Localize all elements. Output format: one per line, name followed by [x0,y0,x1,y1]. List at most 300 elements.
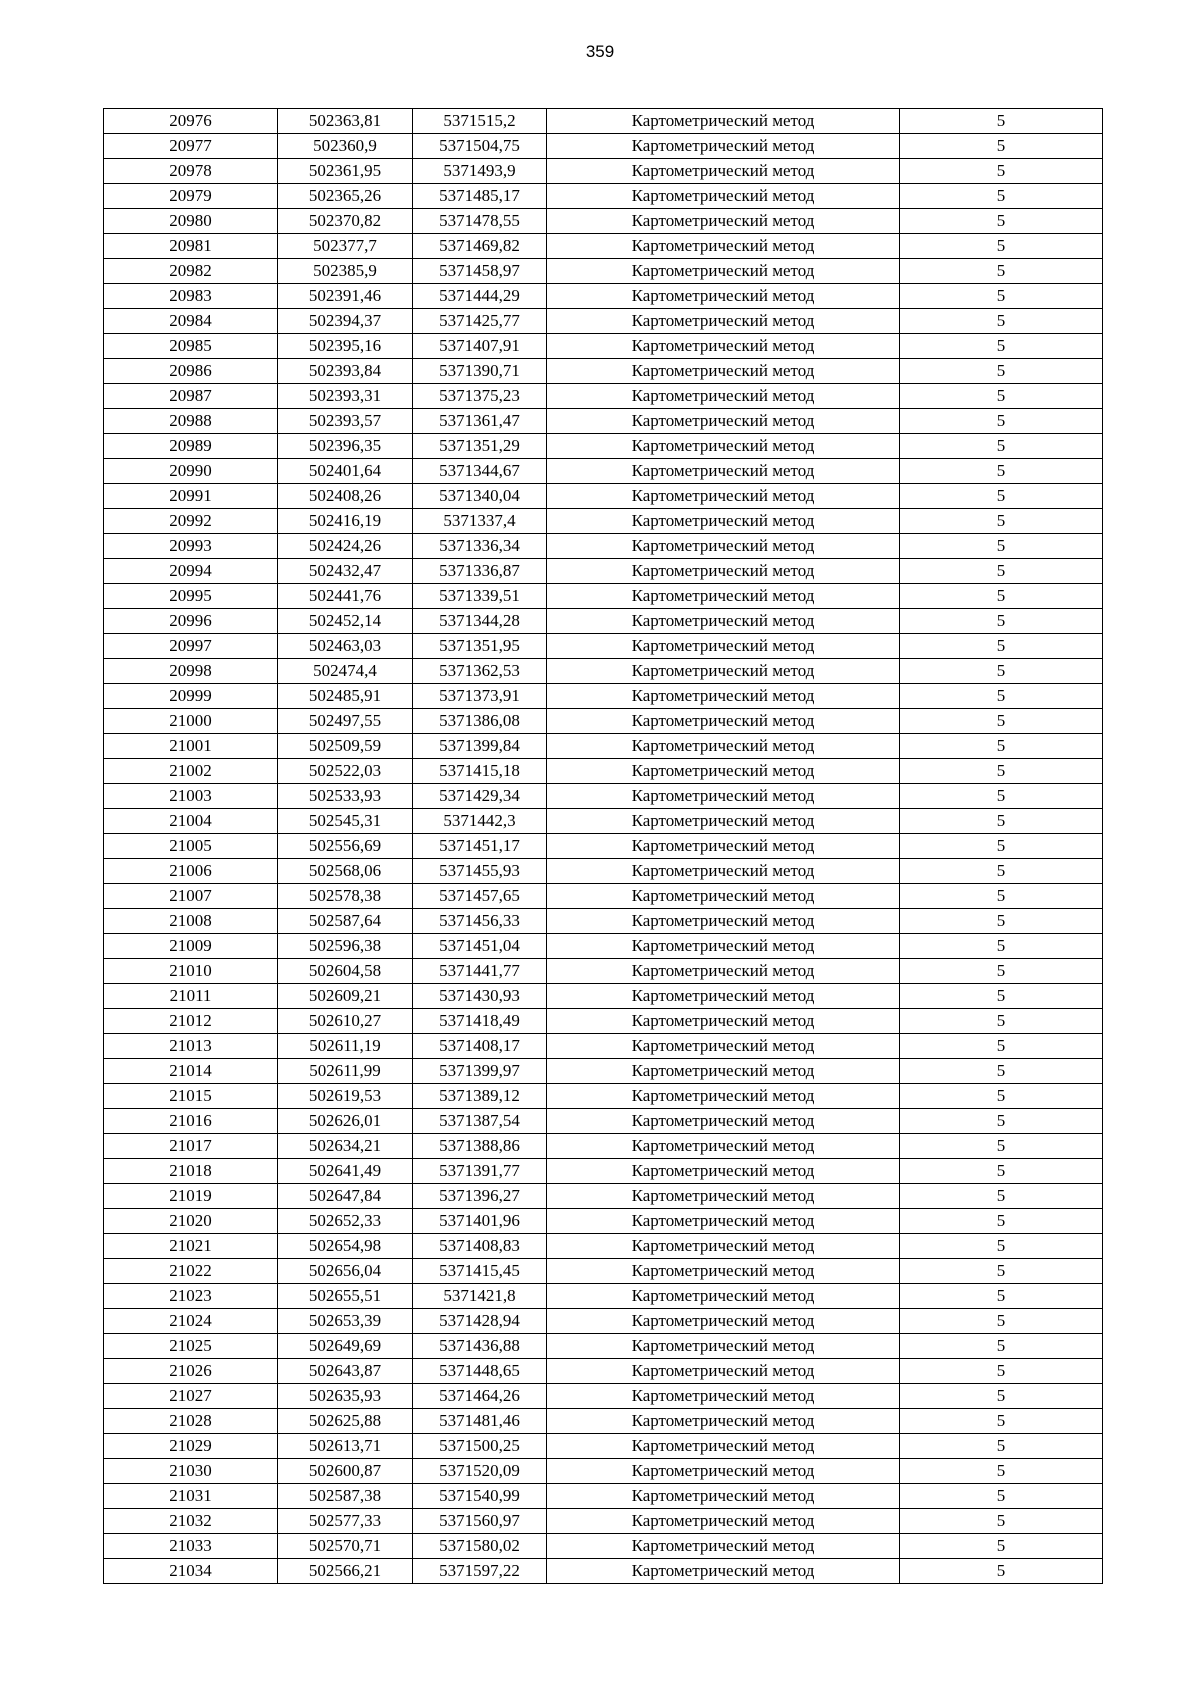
method-cell: Картометрический метод [547,434,900,459]
method-cell: Картометрический метод [547,734,900,759]
method-cell: Картометрический метод [547,184,900,209]
table-row [104,984,1103,1009]
method-cell: Картометрический метод [547,809,900,834]
y-coordinate-cell: 5371457,65 [413,884,547,909]
y-coordinate-cell: 5371390,71 [413,359,547,384]
accuracy-cell: 5 [900,284,1103,309]
accuracy-cell: 5 [900,759,1103,784]
accuracy-cell: 5 [900,459,1103,484]
point-number-cell: 20976 [104,109,278,134]
method-cell: Картометрический метод [547,709,900,734]
x-coordinate-cell: 502649,69 [278,1334,413,1359]
table-row [104,484,1103,509]
x-coordinate-cell: 502463,03 [278,634,413,659]
point-number-cell: 20980 [104,209,278,234]
method-cell: Картометрический метод [547,759,900,784]
method-cell: Картометрический метод [547,1134,900,1159]
table-row [104,659,1103,684]
x-coordinate-cell: 502395,16 [278,334,413,359]
method-cell: Картометрический метод [547,1334,900,1359]
accuracy-cell: 5 [900,1309,1103,1334]
x-coordinate-cell: 502596,38 [278,934,413,959]
point-number-cell: 21002 [104,759,278,784]
method-cell: Картометрический метод [547,1534,900,1559]
x-coordinate-cell: 502485,91 [278,684,413,709]
point-number-cell: 21013 [104,1034,278,1059]
accuracy-cell: 5 [900,1259,1103,1284]
method-cell: Картометрический метод [547,534,900,559]
method-cell: Картометрический метод [547,684,900,709]
method-cell: Картометрический метод [547,384,900,409]
x-coordinate-cell: 502441,76 [278,584,413,609]
accuracy-cell: 5 [900,1209,1103,1234]
method-cell: Картометрический метод [547,1009,900,1034]
point-number-cell: 21001 [104,734,278,759]
y-coordinate-cell: 5371351,29 [413,434,547,459]
point-number-cell: 20979 [104,184,278,209]
point-number-cell: 20983 [104,284,278,309]
x-coordinate-cell: 502401,64 [278,459,413,484]
accuracy-cell: 5 [900,934,1103,959]
method-cell: Картометрический метод [547,1559,900,1584]
table-row [104,1184,1103,1209]
y-coordinate-cell: 5371485,17 [413,184,547,209]
method-cell: Картометрический метод [547,1309,900,1334]
accuracy-cell: 5 [900,859,1103,884]
y-coordinate-cell: 5371481,46 [413,1409,547,1434]
x-coordinate-cell: 502609,21 [278,984,413,1009]
x-coordinate-cell: 502577,33 [278,1509,413,1534]
method-cell: Картометрический метод [547,1184,900,1209]
x-coordinate-cell: 502416,19 [278,509,413,534]
accuracy-cell: 5 [900,309,1103,334]
method-cell: Картометрический метод [547,1234,900,1259]
table-row [104,909,1103,934]
method-cell: Картометрический метод [547,659,900,684]
accuracy-cell: 5 [900,834,1103,859]
method-cell: Картометрический метод [547,609,900,634]
accuracy-cell: 5 [900,234,1103,259]
x-coordinate-cell: 502363,81 [278,109,413,134]
point-number-cell: 21027 [104,1384,278,1409]
accuracy-cell: 5 [900,509,1103,534]
accuracy-cell: 5 [900,1034,1103,1059]
table-row [104,734,1103,759]
y-coordinate-cell: 5371344,28 [413,609,547,634]
y-coordinate-cell: 5371415,18 [413,759,547,784]
x-coordinate-cell: 502625,88 [278,1409,413,1434]
x-coordinate-cell: 502545,31 [278,809,413,834]
accuracy-cell: 5 [900,584,1103,609]
point-number-cell: 21010 [104,959,278,984]
method-cell: Картометрический метод [547,584,900,609]
point-number-cell: 21004 [104,809,278,834]
accuracy-cell: 5 [900,384,1103,409]
accuracy-cell: 5 [900,1084,1103,1109]
method-cell: Картометрический метод [547,1084,900,1109]
point-number-cell: 21003 [104,784,278,809]
y-coordinate-cell: 5371389,12 [413,1084,547,1109]
y-coordinate-cell: 5371580,02 [413,1534,547,1559]
table-row [104,784,1103,809]
y-coordinate-cell: 5371478,55 [413,209,547,234]
accuracy-cell: 5 [900,1334,1103,1359]
y-coordinate-cell: 5371540,99 [413,1484,547,1509]
point-number-cell: 21023 [104,1284,278,1309]
x-coordinate-cell: 502393,31 [278,384,413,409]
accuracy-cell: 5 [900,684,1103,709]
table-row [104,1234,1103,1259]
x-coordinate-cell: 502654,98 [278,1234,413,1259]
point-number-cell: 21018 [104,1159,278,1184]
table-row [104,959,1103,984]
accuracy-cell: 5 [900,984,1103,1009]
y-coordinate-cell: 5371401,96 [413,1209,547,1234]
y-coordinate-cell: 5371451,04 [413,934,547,959]
method-cell: Картометрический метод [547,159,900,184]
method-cell: Картометрический метод [547,334,900,359]
x-coordinate-cell: 502408,26 [278,484,413,509]
accuracy-cell: 5 [900,184,1103,209]
x-coordinate-cell: 502610,27 [278,1009,413,1034]
y-coordinate-cell: 5371351,95 [413,634,547,659]
table-row [104,509,1103,534]
point-number-cell: 20982 [104,259,278,284]
x-coordinate-cell: 502652,33 [278,1209,413,1234]
table-row [104,859,1103,884]
accuracy-cell: 5 [900,1409,1103,1434]
table-row [104,1509,1103,1534]
accuracy-cell: 5 [900,1134,1103,1159]
method-cell: Картометрический метод [547,559,900,584]
method-cell: Картометрический метод [547,1434,900,1459]
y-coordinate-cell: 5371418,49 [413,1009,547,1034]
point-number-cell: 20978 [104,159,278,184]
y-coordinate-cell: 5371597,22 [413,1559,547,1584]
accuracy-cell: 5 [900,359,1103,384]
x-coordinate-cell: 502394,37 [278,309,413,334]
y-coordinate-cell: 5371339,51 [413,584,547,609]
y-coordinate-cell: 5371451,17 [413,834,547,859]
accuracy-cell: 5 [900,1484,1103,1509]
accuracy-cell: 5 [900,1534,1103,1559]
point-number-cell: 21012 [104,1009,278,1034]
point-number-cell: 21028 [104,1409,278,1434]
method-cell: Картометрический метод [547,234,900,259]
method-cell: Картометрический метод [547,634,900,659]
y-coordinate-cell: 5371386,08 [413,709,547,734]
accuracy-cell: 5 [900,1159,1103,1184]
table-row [104,1134,1103,1159]
accuracy-cell: 5 [900,959,1103,984]
x-coordinate-cell: 502568,06 [278,859,413,884]
accuracy-cell: 5 [900,159,1103,184]
method-cell: Картометрический метод [547,859,900,884]
table-row [104,1309,1103,1334]
accuracy-cell: 5 [900,709,1103,734]
table-row [104,709,1103,734]
point-number-cell: 21031 [104,1484,278,1509]
point-number-cell: 20995 [104,584,278,609]
point-number-cell: 20985 [104,334,278,359]
table-row [104,309,1103,334]
y-coordinate-cell: 5371421,8 [413,1284,547,1309]
table-row [104,684,1103,709]
point-number-cell: 21020 [104,1209,278,1234]
accuracy-cell: 5 [900,1009,1103,1034]
table-row [104,584,1103,609]
coordinates-table-body [104,109,1103,1584]
table-row [104,934,1103,959]
x-coordinate-cell: 502533,93 [278,784,413,809]
y-coordinate-cell: 5371493,9 [413,159,547,184]
y-coordinate-cell: 5371362,53 [413,659,547,684]
x-coordinate-cell: 502432,47 [278,559,413,584]
accuracy-cell: 5 [900,1059,1103,1084]
point-number-cell: 20998 [104,659,278,684]
point-number-cell: 21029 [104,1434,278,1459]
method-cell: Картометрический метод [547,359,900,384]
x-coordinate-cell: 502641,49 [278,1159,413,1184]
table-row [104,1059,1103,1084]
method-cell: Картометрический метод [547,309,900,334]
table-row [104,1434,1103,1459]
x-coordinate-cell: 502647,84 [278,1184,413,1209]
accuracy-cell: 5 [900,1234,1103,1259]
point-number-cell: 20996 [104,609,278,634]
point-number-cell: 20986 [104,359,278,384]
point-number-cell: 20992 [104,509,278,534]
x-coordinate-cell: 502509,59 [278,734,413,759]
table-row [104,1409,1103,1434]
accuracy-cell: 5 [900,259,1103,284]
y-coordinate-cell: 5371560,97 [413,1509,547,1534]
x-coordinate-cell: 502391,46 [278,284,413,309]
accuracy-cell: 5 [900,434,1103,459]
x-coordinate-cell: 502619,53 [278,1084,413,1109]
accuracy-cell: 5 [900,809,1103,834]
accuracy-cell: 5 [900,1459,1103,1484]
y-coordinate-cell: 5371336,34 [413,534,547,559]
point-number-cell: 21024 [104,1309,278,1334]
y-coordinate-cell: 5371425,77 [413,309,547,334]
table-row [104,1159,1103,1184]
accuracy-cell: 5 [900,1559,1103,1584]
x-coordinate-cell: 502566,21 [278,1559,413,1584]
point-number-cell: 20988 [104,409,278,434]
point-number-cell: 21008 [104,909,278,934]
accuracy-cell: 5 [900,1384,1103,1409]
x-coordinate-cell: 502587,64 [278,909,413,934]
x-coordinate-cell: 502393,57 [278,409,413,434]
accuracy-cell: 5 [900,609,1103,634]
method-cell: Картометрический метод [547,1459,900,1484]
point-number-cell: 20981 [104,234,278,259]
method-cell: Картометрический метод [547,884,900,909]
point-number-cell: 21011 [104,984,278,1009]
y-coordinate-cell: 5371336,87 [413,559,547,584]
accuracy-cell: 5 [900,634,1103,659]
y-coordinate-cell: 5371444,29 [413,284,547,309]
y-coordinate-cell: 5371340,04 [413,484,547,509]
point-number-cell: 21021 [104,1234,278,1259]
accuracy-cell: 5 [900,1284,1103,1309]
method-cell: Картометрический метод [547,1259,900,1284]
table-row [104,609,1103,634]
y-coordinate-cell: 5371399,97 [413,1059,547,1084]
y-coordinate-cell: 5371430,93 [413,984,547,1009]
point-number-cell: 20999 [104,684,278,709]
y-coordinate-cell: 5371387,54 [413,1109,547,1134]
method-cell: Картометрический метод [547,834,900,859]
y-coordinate-cell: 5371361,47 [413,409,547,434]
point-number-cell: 21014 [104,1059,278,1084]
table-row [104,159,1103,184]
method-cell: Картометрический метод [547,409,900,434]
table-row [104,1534,1103,1559]
point-number-cell: 21007 [104,884,278,909]
x-coordinate-cell: 502497,55 [278,709,413,734]
accuracy-cell: 5 [900,409,1103,434]
table-row [104,134,1103,159]
accuracy-cell: 5 [900,659,1103,684]
accuracy-cell: 5 [900,109,1103,134]
point-number-cell: 20987 [104,384,278,409]
y-coordinate-cell: 5371436,88 [413,1334,547,1359]
x-coordinate-cell: 502393,84 [278,359,413,384]
point-number-cell: 21017 [104,1134,278,1159]
method-cell: Картометрический метод [547,1159,900,1184]
point-number-cell: 21025 [104,1334,278,1359]
accuracy-cell: 5 [900,1184,1103,1209]
method-cell: Картометрический метод [547,259,900,284]
point-number-cell: 20994 [104,559,278,584]
y-coordinate-cell: 5371456,33 [413,909,547,934]
x-coordinate-cell: 502613,71 [278,1434,413,1459]
table-row [104,1384,1103,1409]
method-cell: Картометрический метод [547,484,900,509]
point-number-cell: 21016 [104,1109,278,1134]
y-coordinate-cell: 5371337,4 [413,509,547,534]
point-number-cell: 21034 [104,1559,278,1584]
y-coordinate-cell: 5371344,67 [413,459,547,484]
table-row [104,759,1103,784]
table-row [104,1259,1103,1284]
y-coordinate-cell: 5371408,17 [413,1034,547,1059]
table-row [104,334,1103,359]
x-coordinate-cell: 502556,69 [278,834,413,859]
x-coordinate-cell: 502377,7 [278,234,413,259]
x-coordinate-cell: 502452,14 [278,609,413,634]
x-coordinate-cell: 502653,39 [278,1309,413,1334]
point-number-cell: 21009 [104,934,278,959]
y-coordinate-cell: 5371441,77 [413,959,547,984]
method-cell: Картометрический метод [547,1284,900,1309]
table-row [104,409,1103,434]
table-row [104,1209,1103,1234]
method-cell: Картометрический метод [547,459,900,484]
y-coordinate-cell: 5371408,83 [413,1234,547,1259]
x-coordinate-cell: 502655,51 [278,1284,413,1309]
method-cell: Картометрический метод [547,784,900,809]
y-coordinate-cell: 5371520,09 [413,1459,547,1484]
table-row [104,634,1103,659]
point-number-cell: 21019 [104,1184,278,1209]
table-row [104,109,1103,134]
y-coordinate-cell: 5371464,26 [413,1384,547,1409]
accuracy-cell: 5 [900,734,1103,759]
point-number-cell: 21022 [104,1259,278,1284]
method-cell: Картометрический метод [547,934,900,959]
x-coordinate-cell: 502587,38 [278,1484,413,1509]
method-cell: Картометрический метод [547,1209,900,1234]
y-coordinate-cell: 5371448,65 [413,1359,547,1384]
table-row [104,184,1103,209]
point-number-cell: 20977 [104,134,278,159]
table-row [104,1334,1103,1359]
y-coordinate-cell: 5371458,97 [413,259,547,284]
x-coordinate-cell: 502424,26 [278,534,413,559]
point-number-cell: 21032 [104,1509,278,1534]
table-row [104,1459,1103,1484]
accuracy-cell: 5 [900,784,1103,809]
y-coordinate-cell: 5371428,94 [413,1309,547,1334]
x-coordinate-cell: 502396,35 [278,434,413,459]
x-coordinate-cell: 502385,9 [278,259,413,284]
table-row [104,1034,1103,1059]
table-row [104,384,1103,409]
y-coordinate-cell: 5371415,45 [413,1259,547,1284]
accuracy-cell: 5 [900,484,1103,509]
point-number-cell: 21026 [104,1359,278,1384]
point-number-cell: 21030 [104,1459,278,1484]
x-coordinate-cell: 502578,38 [278,884,413,909]
table-row [104,1284,1103,1309]
table-row [104,434,1103,459]
point-number-cell: 20997 [104,634,278,659]
method-cell: Картометрический метод [547,1359,900,1384]
method-cell: Картометрический метод [547,1509,900,1534]
y-coordinate-cell: 5371455,93 [413,859,547,884]
y-coordinate-cell: 5371515,2 [413,109,547,134]
x-coordinate-cell: 502656,04 [278,1259,413,1284]
method-cell: Картометрический метод [547,959,900,984]
table-row [104,884,1103,909]
x-coordinate-cell: 502626,01 [278,1109,413,1134]
point-number-cell: 21015 [104,1084,278,1109]
method-cell: Картометрический метод [547,134,900,159]
x-coordinate-cell: 502604,58 [278,959,413,984]
point-number-cell: 21005 [104,834,278,859]
y-coordinate-cell: 5371396,27 [413,1184,547,1209]
x-coordinate-cell: 502360,9 [278,134,413,159]
x-coordinate-cell: 502570,71 [278,1534,413,1559]
table-row [104,1009,1103,1034]
method-cell: Картометрический метод [547,209,900,234]
method-cell: Картометрический метод [547,1109,900,1134]
x-coordinate-cell: 502611,99 [278,1059,413,1084]
page-number: 359 [585,42,615,61]
x-coordinate-cell: 502365,26 [278,184,413,209]
method-cell: Картометрический метод [547,284,900,309]
table-row [104,1359,1103,1384]
table-row [104,534,1103,559]
x-coordinate-cell: 502635,93 [278,1384,413,1409]
x-coordinate-cell: 502370,82 [278,209,413,234]
accuracy-cell: 5 [900,134,1103,159]
y-coordinate-cell: 5371407,91 [413,334,547,359]
x-coordinate-cell: 502474,4 [278,659,413,684]
